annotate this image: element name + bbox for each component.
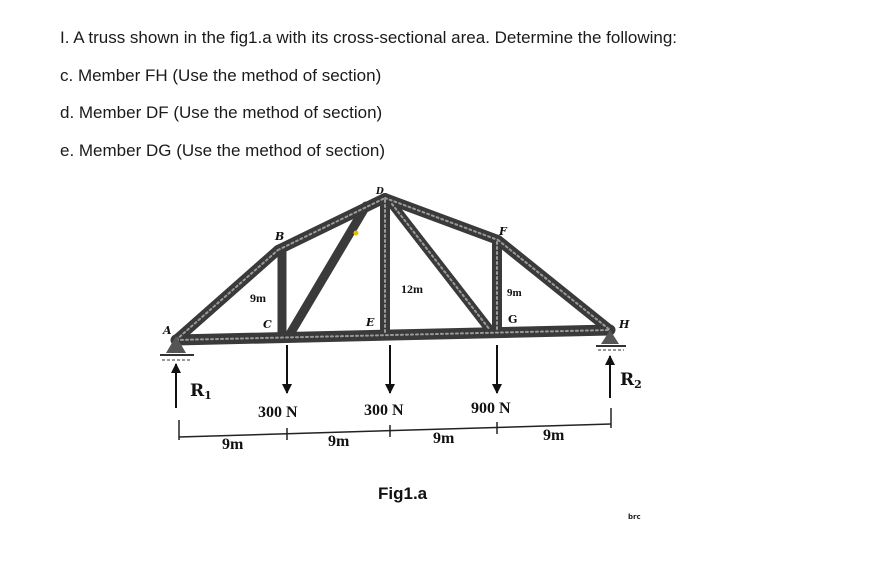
corner-mark: brc [628, 513, 641, 521]
span-label-4: 9m [543, 427, 565, 444]
load-label-e: 300 N [364, 402, 404, 419]
span-label-2: 9m [328, 433, 350, 450]
question-item-d: d. Member DF (Use the method of section) [60, 103, 383, 122]
span-label-1: 9m [222, 436, 244, 453]
node-label-e: E [366, 316, 375, 329]
question-title: I. A truss shown in the fig1.a with its cross-sectional area. Determine the following: [60, 28, 678, 47]
load-label-g: 900 N [471, 400, 511, 417]
question-item-e: e. Member DG (Use the method of section) [60, 141, 386, 160]
reaction-label-right: R2 [620, 370, 642, 391]
member-label-bc: 9m [250, 291, 266, 305]
node-label-c: C [263, 318, 272, 331]
highlight-dot [354, 231, 359, 236]
truss-speckle [176, 198, 610, 340]
member-label-fg: 9m [507, 287, 522, 299]
truss-members [176, 198, 610, 340]
node-label-f: F [499, 225, 507, 238]
question-item-c: c. Member FH (Use the method of section) [60, 66, 382, 85]
node-label-g: G [508, 313, 518, 326]
node-label-b: B [275, 230, 285, 243]
node-label-d: D [376, 187, 384, 197]
span-label-3: 9m [433, 430, 455, 447]
load-label-c: 300 N [258, 404, 298, 421]
node-label-h: H [619, 318, 630, 331]
reaction-label-left: R1 [190, 381, 212, 402]
node-label-a: A [163, 324, 172, 337]
figure-caption: Fig1.a [378, 484, 428, 503]
member-label-de: 12m [401, 282, 423, 296]
